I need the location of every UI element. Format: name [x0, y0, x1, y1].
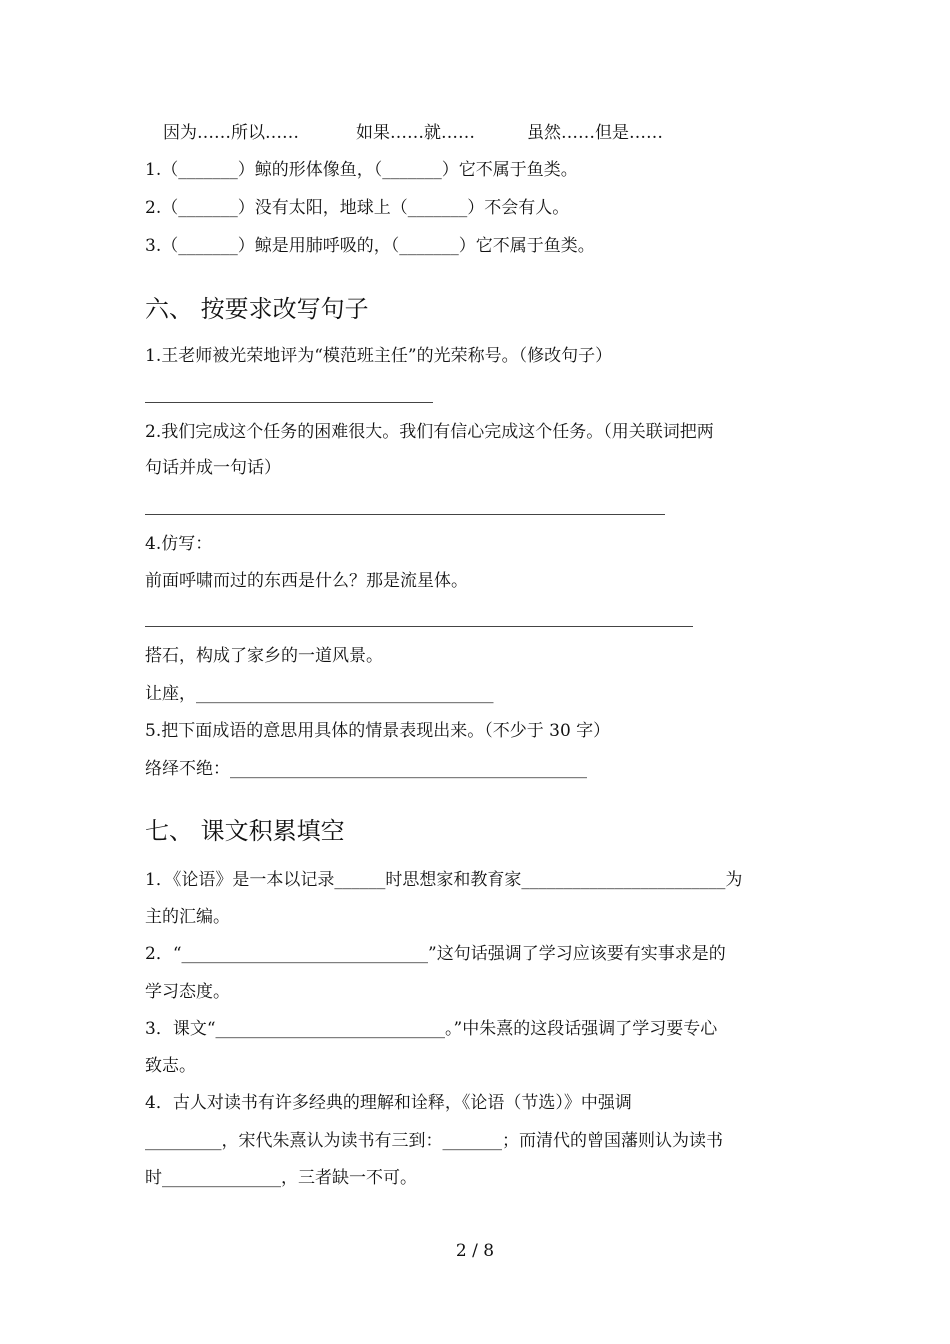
answer-line: [145, 626, 693, 627]
s7-question-3-line2: 致志。: [145, 1056, 196, 1076]
s6-question-1: 1.王老师被光荣地评为“模范班主任”的光荣称号。（修改句子）: [145, 346, 613, 366]
s6-question-2-line1: 2.我们完成这个任务的困难很大。我们有信心完成这个任务。（用关联词把两: [145, 422, 714, 442]
conjunction-option: 因为……所以……: [163, 123, 299, 143]
s7-question-2-line1: 2．“_____________________________”这句话强调了学习应该要有实事求是的: [145, 944, 726, 964]
section-7-title: 七、 课文积累填空: [145, 817, 345, 845]
s6-question-5-title: 5.把下面成语的意思用具体的情景表现出来。（不少于 30 字）: [145, 721, 611, 741]
s6-question-4-example2: 搭石，构成了家乡的一道风景。: [145, 646, 383, 666]
s7-question-1-line1: 1．《论语》是一本以记录______时思想家和教育家________________________为: [145, 870, 743, 890]
s6-question-2-line2: 句话并成一句话）: [145, 458, 281, 478]
conjunction-option: 虽然……但是……: [527, 123, 663, 143]
page-number: 2 / 8: [455, 1241, 495, 1261]
answer-line: [145, 514, 665, 515]
answer-line: [145, 402, 433, 403]
conjunction-option: 如果……就……: [356, 123, 475, 143]
fill-question-3: 3.（_______）鲸是用肺呼吸的，（_______）它不属于鱼类。: [145, 236, 595, 256]
s6-question-4-prompt: 让座，___________________________________: [145, 684, 494, 704]
fill-question-2: 2.（_______）没有太阳，地球上（_______）不会有人。: [145, 198, 570, 218]
s7-question-4-line2: _________，宋代朱熹认为读书有三到：_______；而清代的曾国藩则认为读书: [145, 1131, 723, 1151]
s7-question-3-line1: 3．课文“___________________________。”中朱熹的这段话强调了学习要专心: [145, 1019, 718, 1039]
s7-question-4-line3: 时______________，三者缺一不可。: [145, 1168, 417, 1188]
s7-question-1-line2: 主的汇编。: [145, 907, 230, 927]
section-6-title: 六、 按要求改写句子: [145, 295, 369, 323]
s7-question-2-line2: 学习态度。: [145, 982, 230, 1002]
s6-question-4-example: 前面呼啸而过的东西是什么？那是流星体。: [145, 571, 468, 591]
s6-question-5-prompt: 络绎不绝：__________________________________________: [145, 759, 587, 779]
s7-question-4-line1: 4．古人对读书有许多经典的理解和诠释，《论语（节选）》中强调: [145, 1093, 632, 1113]
fill-question-1: 1.（_______）鲸的形体像鱼，（_______）它不属于鱼类。: [145, 160, 578, 180]
s6-question-4-title: 4.仿写：: [145, 534, 213, 554]
